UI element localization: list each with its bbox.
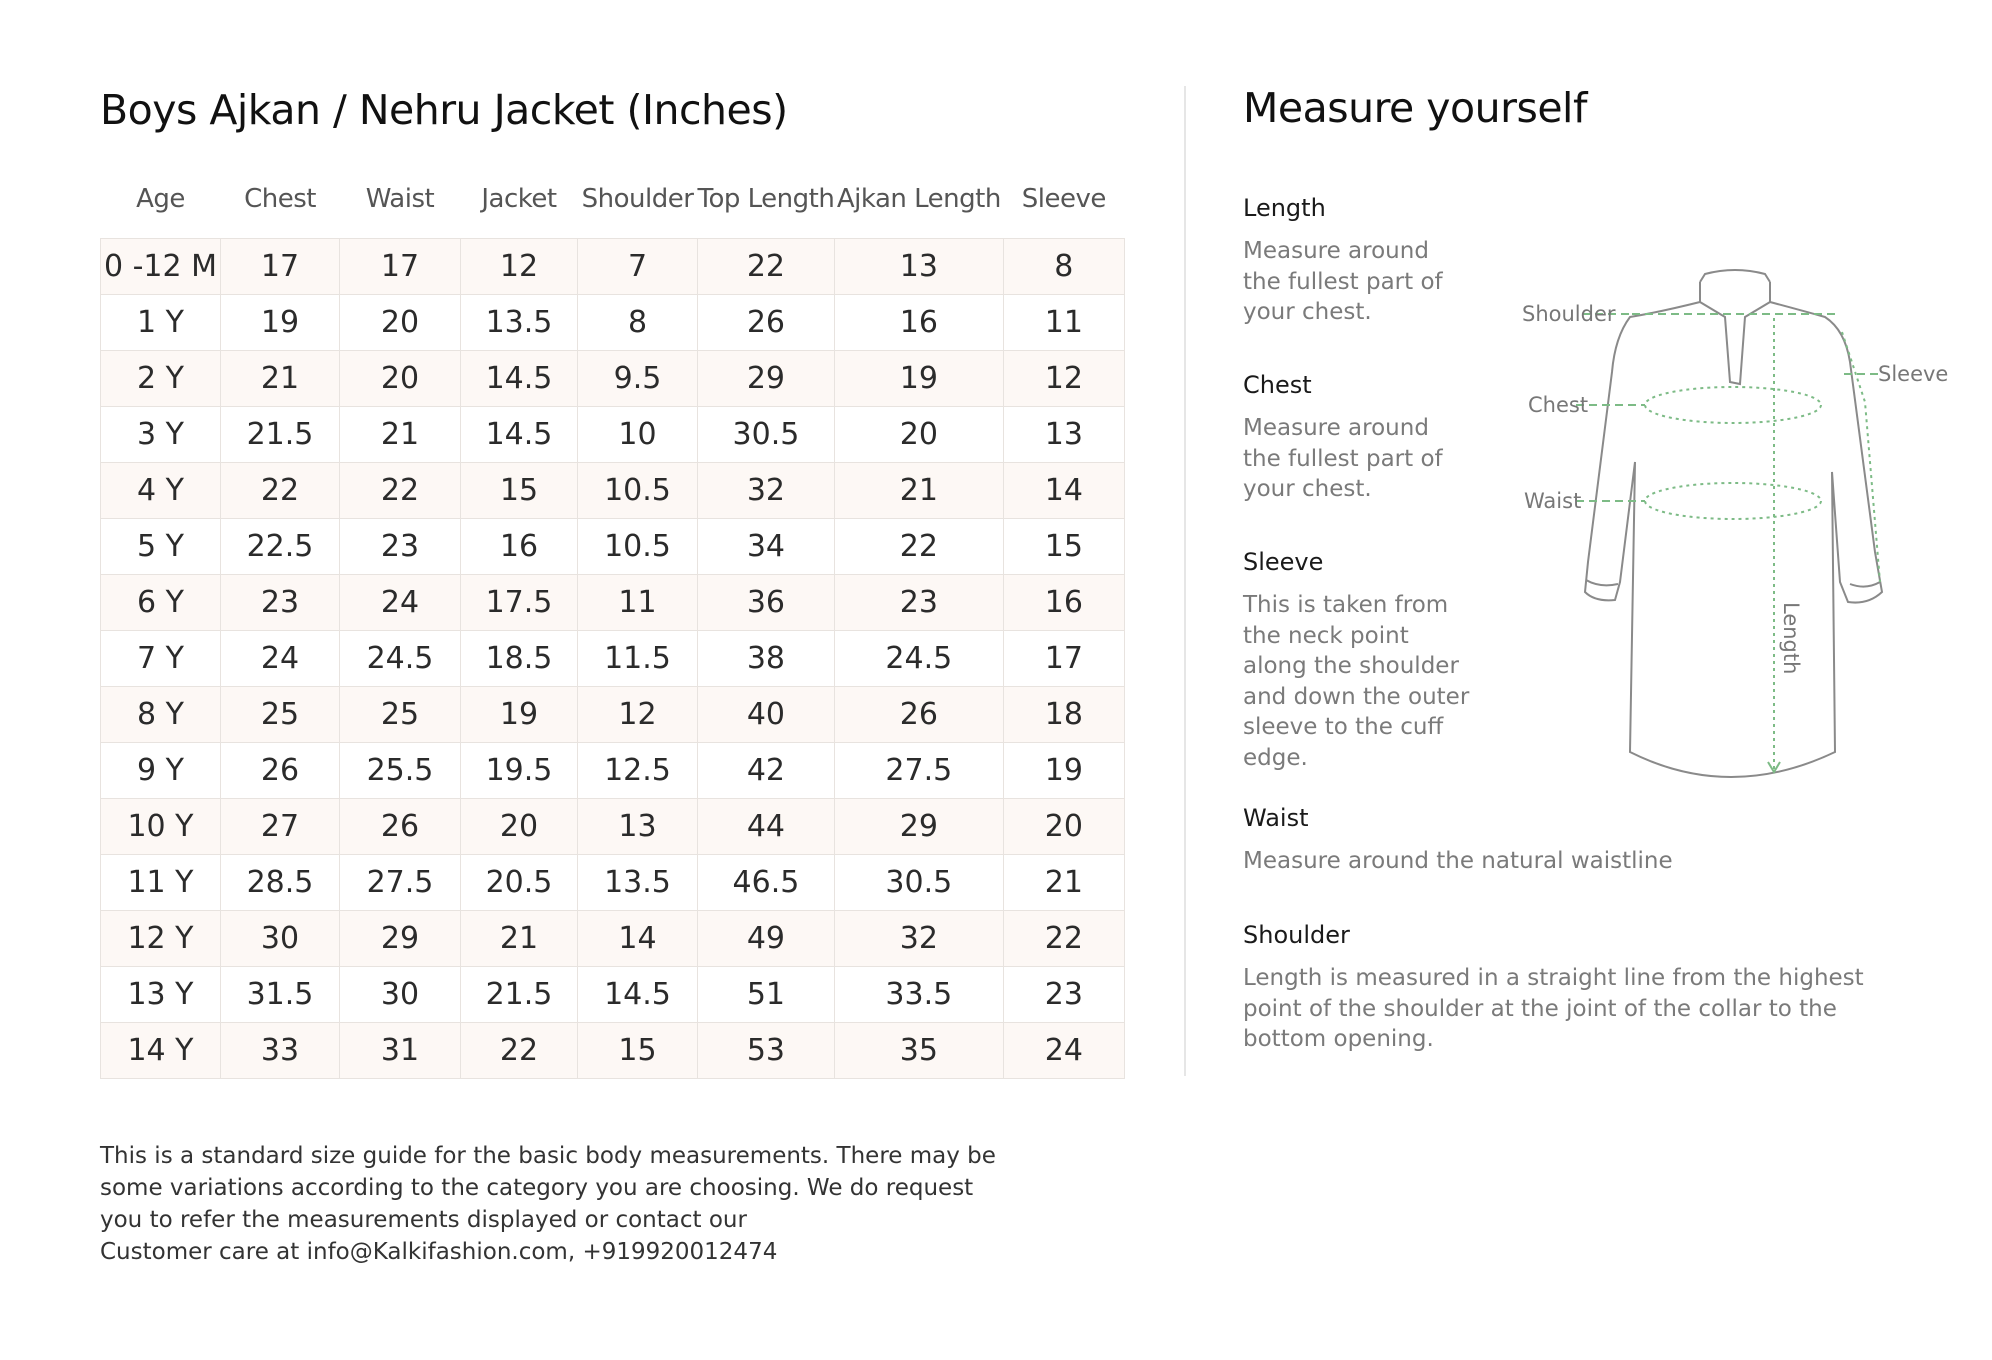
chest-description [1243,413,1443,505]
description-line: This is taken from [1243,592,1449,618]
measurement-cell: 30 [221,911,340,967]
measurement-cell: 9.5 [578,351,698,407]
age-cell: 6 Y [101,575,221,631]
table-row [101,407,1125,463]
measurement-cell: 23 [834,575,1003,631]
measurement-cell: 53 [698,1023,835,1079]
measurement-cell: 42 [698,743,835,799]
measurement-cell: 22 [1003,911,1124,967]
measurement-cell: 17.5 [461,575,578,631]
measurement-cell: 51 [698,967,835,1023]
measurement-cell: 26 [340,799,461,855]
measurement-cell: 49 [698,911,835,967]
measurement-cell: 32 [698,463,835,519]
age-cell: 1 Y [101,295,221,351]
diagram-label-chest: Chest [1528,393,1589,417]
diagram-label-length: Length [1779,602,1803,675]
measurement-cell: 29 [834,799,1003,855]
note-line: This is a standard size guide for the basic body measurements. There may be [100,1143,996,1169]
measurement-cell: 28.5 [221,855,340,911]
measurement-cell: 17 [221,239,340,295]
table-row [101,575,1125,631]
measurement-cell: 10.5 [578,519,698,575]
measurement-cell: 10 [578,407,698,463]
measurement-cell: 30 [340,967,461,1023]
measurement-cell: 18 [1003,687,1124,743]
measurement-cell: 24 [340,575,461,631]
diagram-label-waist: Waist [1524,489,1582,513]
measurement-cell: 32 [834,911,1003,967]
measurement-cell: 12.5 [578,743,698,799]
measurement-cell: 14.5 [461,351,578,407]
measurement-cell: 16 [1003,575,1124,631]
column-header-waist: Waist [365,184,435,214]
age-cell: 11 Y [101,855,221,911]
measurement-cell: 19 [1003,743,1124,799]
measurement-cell: 27.5 [340,855,461,911]
column-header-age: Age [136,184,185,214]
table-row [101,911,1125,967]
age-cell: 5 Y [101,519,221,575]
measurement-cell: 35 [834,1023,1003,1079]
description-line: your chest. [1243,476,1372,502]
measurement-cell: 21 [834,463,1003,519]
measurement-cell: 8 [1003,239,1124,295]
measurement-cell: 20 [461,799,578,855]
table-row [101,967,1125,1023]
measurement-cell: 44 [698,799,835,855]
description-line: your chest. [1243,299,1372,325]
measurement-cell: 46.5 [698,855,835,911]
description-line: sleeve to the cuff [1243,714,1444,740]
note-line: some variations according to the category you are choosing. We do request [100,1175,974,1201]
age-cell: 13 Y [101,967,221,1023]
measurement-cell: 19.5 [461,743,578,799]
column-header-jacket: Jacket [481,184,557,214]
shoulder-description [1243,963,1864,1055]
measurement-cell: 17 [1003,631,1124,687]
description-line: Measure around the natural waistline [1243,848,1673,874]
table-row [101,295,1125,351]
measurement-cell: 22.5 [221,519,340,575]
column-header-chest: Chest [244,184,316,214]
measurement-cell: 8 [578,295,698,351]
measurement-cell: 31 [340,1023,461,1079]
age-cell: 4 Y [101,463,221,519]
measurement-cell: 14 [578,911,698,967]
measurement-cell: 7 [578,239,698,295]
measurement-cell: 34 [698,519,835,575]
description-line: Measure around [1243,238,1429,264]
measurement-cell: 13 [834,239,1003,295]
measurement-cell: 19 [461,687,578,743]
note-contact-line: Customer care at info@Kalkifashion.com, +919920012474 [100,1239,778,1265]
size-guide-note [100,1140,996,1268]
measurement-cell: 21.5 [461,967,578,1023]
table-row [101,239,1125,295]
table-row [101,519,1125,575]
description-line: the neck point [1243,622,1409,649]
description-line: the fullest part of [1243,445,1443,472]
description-line: bottom opening. [1243,1026,1434,1052]
waist-heading: Waist [1243,804,1309,832]
table-row [101,631,1125,687]
measurement-cell: 24.5 [834,631,1003,687]
measurement-cell: 14.5 [578,967,698,1023]
measurement-cell: 23 [1003,967,1124,1023]
waist-description [1243,846,1673,877]
diagram-label-shoulder: Shoulder [1522,302,1616,326]
measurement-cell: 22 [834,519,1003,575]
measurement-cell: 13 [1003,407,1124,463]
description-line: and down the outer [1243,683,1470,710]
age-cell: 14 Y [101,1023,221,1079]
measurement-cell: 26 [221,743,340,799]
measurement-cell: 29 [698,351,835,407]
measure-yourself-title: Measure yourself [1243,84,1587,132]
measurement-cell: 21 [1003,855,1124,911]
description-line: Measure around [1243,415,1429,441]
size-chart-title: Boys Ajkan / Nehru Jacket (Inches) [100,86,788,134]
shoulder-heading: Shoulder [1243,921,1350,949]
measurement-cell: 13.5 [578,855,698,911]
age-cell: 9 Y [101,743,221,799]
measurement-cell: 20 [340,295,461,351]
measurement-cell: 36 [698,575,835,631]
measurement-cell: 20.5 [461,855,578,911]
measurement-cell: 22 [698,239,835,295]
table-row [101,743,1125,799]
age-cell: 3 Y [101,407,221,463]
kurta-measurement-diagram [1520,262,1949,792]
measurement-cell: 20 [340,351,461,407]
measurement-cell: 12 [578,687,698,743]
measurement-cell: 25.5 [340,743,461,799]
measurement-cell: 15 [1003,519,1124,575]
measurement-cell: 21 [461,911,578,967]
measurement-cell: 16 [834,295,1003,351]
measurement-cell: 23 [340,519,461,575]
age-cell: 2 Y [101,351,221,407]
measurement-cell: 26 [834,687,1003,743]
measurement-cell: 21 [340,407,461,463]
length-description [1243,236,1443,328]
measurement-cell: 23 [221,575,340,631]
measurement-cell: 19 [221,295,340,351]
description-line: the fullest part of [1243,268,1443,295]
measurement-cell: 30.5 [834,855,1003,911]
measurement-cell: 10.5 [578,463,698,519]
measurement-cell: 13.5 [461,295,578,351]
column-header-ajkan-length: Ajkan Length [836,184,1001,214]
measurement-cell: 40 [698,687,835,743]
measurement-cell: 19 [834,351,1003,407]
measurement-cell: 13 [578,799,698,855]
length-heading: Length [1243,194,1326,222]
measurement-cell: 12 [1003,351,1124,407]
table-row [101,463,1125,519]
column-divider [1184,86,1186,1076]
age-cell: 7 Y [101,631,221,687]
measurement-cell: 21.5 [221,407,340,463]
measurement-cell: 25 [221,687,340,743]
measurement-cell: 27 [221,799,340,855]
measurement-cell: 15 [578,1023,698,1079]
description-line: point of the shoulder at the joint of the collar to the [1243,995,1837,1022]
age-cell: 8 Y [101,687,221,743]
measurement-cell: 11.5 [578,631,698,687]
measurement-cell: 21 [221,351,340,407]
chest-heading: Chest [1243,371,1312,399]
table-row [101,855,1125,911]
measurement-cell: 29 [340,911,461,967]
measurement-cell: 20 [834,407,1003,463]
measurement-cell: 17 [340,239,461,295]
measurement-cell: 31.5 [221,967,340,1023]
note-line: you to refer the measurements displayed or contact our [100,1207,747,1233]
measurement-cell: 20 [1003,799,1124,855]
measurement-cell: 33 [221,1023,340,1079]
measurement-cell: 12 [461,239,578,295]
measurement-cell: 27.5 [834,743,1003,799]
size-chart-body [101,239,1125,1079]
table-row [101,1023,1125,1079]
column-header-sleeve: Sleeve [1021,184,1106,214]
measurement-cell: 11 [578,575,698,631]
sleeve-description [1243,590,1469,773]
measurement-cell: 22 [340,463,461,519]
column-header-top-length: Top Length [697,184,835,214]
measurement-cell: 33.5 [834,967,1003,1023]
measurement-cell: 38 [698,631,835,687]
age-cell: 12 Y [101,911,221,967]
measurement-cell: 30.5 [698,407,835,463]
measurement-cell: 24.5 [340,631,461,687]
measurement-cell: 24 [221,631,340,687]
age-cell: 10 Y [101,799,221,855]
table-row [101,351,1125,407]
description-line: along the shoulder [1243,653,1459,679]
measurement-cell: 26 [698,295,835,351]
size-chart-table [100,176,1125,1079]
measurement-cell: 22 [461,1023,578,1079]
column-header-shoulder: Shoulder [581,184,694,214]
table-row [101,687,1125,743]
table-header-row [101,176,1125,239]
description-line: edge. [1243,744,1308,771]
measurement-cell: 15 [461,463,578,519]
measurement-cell: 11 [1003,295,1124,351]
age-cell: 0 -12 M [101,239,221,295]
measurement-cell: 18.5 [461,631,578,687]
measurement-cell: 25 [340,687,461,743]
measurement-cell: 16 [461,519,578,575]
measurement-cell: 22 [221,463,340,519]
measurement-cell: 14.5 [461,407,578,463]
kurta-outline-icon [1585,270,1882,777]
measurement-cell: 14 [1003,463,1124,519]
diagram-label-sleeve: Sleeve [1878,362,1949,386]
sleeve-heading: Sleeve [1243,548,1324,576]
measurement-cell: 24 [1003,1023,1124,1079]
description-line: Length is measured in a straight line from the highest [1243,965,1864,991]
table-row [101,799,1125,855]
